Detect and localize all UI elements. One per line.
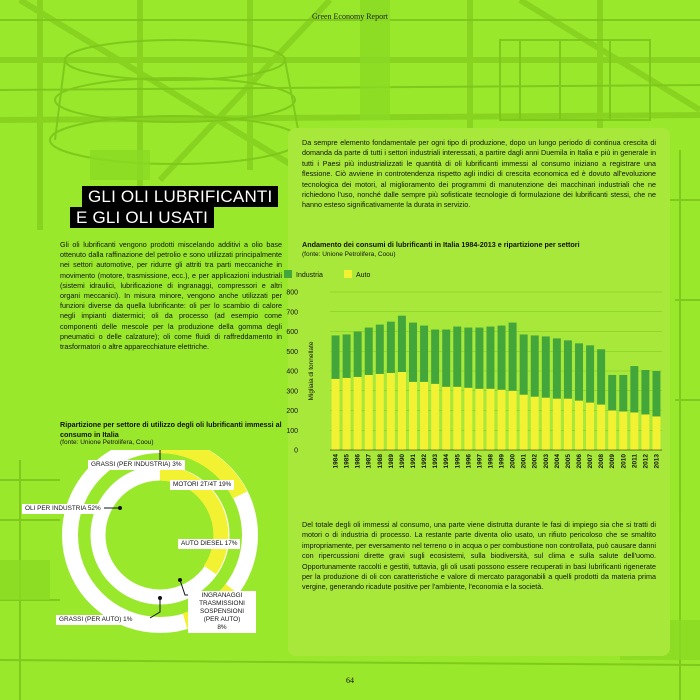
- bar-auto-2013: [652, 416, 660, 450]
- y-tick-label: 800: [286, 289, 298, 297]
- bar-auto-2008: [597, 405, 605, 450]
- bar-auto-1995: [453, 387, 461, 450]
- pie-label-motori: MOTORI 2T/4T 19%: [170, 480, 234, 490]
- bar-industria-2009: [608, 375, 616, 411]
- bar-industria-1997: [475, 328, 483, 389]
- bar-auto-1990: [398, 372, 406, 450]
- bar-industria-1990: [398, 316, 406, 372]
- x-tick-label-1986: 1986: [354, 454, 362, 469]
- bar-auto-1987: [365, 375, 373, 450]
- bar-industria-1994: [442, 330, 450, 387]
- pie-label-grassi-industria: GRASSI (PER INDUSTRIA) 3%: [88, 460, 185, 470]
- bar-auto-1997: [475, 389, 483, 450]
- bar-industria-2010: [619, 375, 627, 412]
- pie-label-ingranaggi-line-1: INGRANAGGI: [201, 592, 243, 599]
- x-tick-label-2012: 2012: [642, 454, 650, 469]
- y-tick-label: 700: [286, 309, 298, 317]
- x-tick-label-1997: 1997: [476, 454, 484, 469]
- bar-auto-2005: [564, 399, 572, 450]
- x-tick-label-2009: 2009: [609, 454, 617, 469]
- x-tick-label-2013: 2013: [653, 454, 661, 469]
- x-tick-label-2010: 2010: [620, 454, 628, 469]
- x-tick-label-1994: 1994: [443, 454, 451, 469]
- x-tick-label-2002: 2002: [531, 454, 539, 469]
- legend-swatch-auto: [344, 270, 352, 278]
- bar-industria-1996: [464, 328, 472, 388]
- x-tick-label-2011: 2011: [631, 454, 639, 469]
- intro-paragraph: Gli oli lubrificanti vengono prodotti miscelando additivi a olio base ottenuto dalla raffinazione del petrolio e sono utilizzati principalmente nei settori automotive, per ridurre gli attriti tra parti meccaniche in movimento (motore, trasmissione, ecc.), e per applicazioni industriali (sistemi idraulici, lubrificazione di ingranaggi, compressori e altri organi meccanici). In misura minore, vengono anche utilizzati per funzioni diverse da quella lubrificante: oli per lo scambio di calore negli impianti diatermici; oli da processo (ad esempio come componenti delle mescole per la produzione della gomma degli pneumatici o delle calzature); oli come fluidi di raffreddamento in trasformatori o altre apparecchiature elettriche.: [60, 240, 282, 352]
- legend-label-auto: Auto: [356, 272, 371, 279]
- leader-dot-oli-industria: [118, 506, 122, 510]
- bar-auto-1989: [387, 373, 395, 450]
- page-number: 64: [346, 676, 354, 685]
- bar-industria-2006: [575, 343, 583, 400]
- leader-dot-grassi-auto: [158, 596, 162, 600]
- x-tick-label-1984: 1984: [332, 454, 340, 469]
- bar-auto-1991: [409, 382, 417, 450]
- y-tick-label: 400: [286, 368, 298, 376]
- bar-auto-1994: [442, 387, 450, 450]
- bar-auto-2007: [586, 403, 594, 450]
- bar-industria-2000: [509, 323, 517, 391]
- bar-auto-2009: [608, 411, 616, 451]
- bar-industria-2011: [630, 366, 638, 412]
- bar-industria-2007: [586, 345, 594, 402]
- bar-industria-1985: [343, 334, 351, 377]
- x-tick-label-1988: 1988: [376, 454, 384, 469]
- x-tick-label-1985: 1985: [343, 454, 351, 469]
- bar-industria-2004: [553, 338, 561, 398]
- bar-industria-2001: [520, 334, 528, 394]
- bar-industria-2003: [542, 336, 550, 397]
- pie-label-ingranaggi-line-2: TRASMISSIONI: [199, 600, 245, 607]
- bar-industria-1991: [409, 323, 417, 382]
- bar-auto-1996: [464, 388, 472, 450]
- leader-dot-ingranaggi: [178, 578, 182, 582]
- bar-auto-1999: [498, 390, 506, 450]
- pie-label-ingranaggi-line-4: (PER AUTO): [203, 616, 241, 623]
- x-tick-label-1990: 1990: [398, 454, 406, 469]
- bar-industria-1987: [365, 328, 373, 375]
- bar-auto-2010: [619, 411, 627, 450]
- pie-label-ingranaggi: [188, 591, 256, 633]
- x-tick-label-1999: 1999: [498, 454, 506, 469]
- bar-industria-2002: [531, 335, 539, 396]
- bar-industria-2013: [652, 371, 660, 416]
- pie-label-ingranaggi-line-3: SOSPENSIONI: [199, 608, 245, 615]
- pie-chart-source: (fonte: Unione Petrolifera, Coou): [60, 439, 154, 446]
- bar-auto-2003: [542, 398, 550, 450]
- x-tick-label-1991: 1991: [410, 454, 417, 469]
- y-tick-label: 0: [294, 447, 298, 455]
- x-tick-label-2008: 2008: [598, 454, 606, 469]
- section-title-line-2: E GLI OLI USATI: [70, 207, 214, 228]
- bar-industria-1999: [498, 326, 506, 390]
- bar-chart-title: Andamento dei consumi di lubrificanti in Italia 1984-2013 e ripartizione per settori: [302, 240, 580, 249]
- report-header: Green Economy Report: [312, 12, 388, 21]
- bar-auto-2001: [520, 395, 528, 450]
- pie-label-ingranaggi-line-5: 8%: [217, 624, 227, 631]
- pie-label-grassi-auto: GRASSI (PER AUTO) 1%: [56, 615, 135, 625]
- bar-industria-1998: [486, 327, 494, 389]
- bar-auto-1993: [431, 384, 439, 450]
- bar-auto-1984: [332, 379, 340, 450]
- bar-auto-2000: [509, 391, 517, 450]
- bar-industria-1988: [376, 325, 384, 374]
- x-tick-label-1987: 1987: [365, 454, 373, 469]
- y-axis-label: Migliaia di tonnellate: [308, 341, 315, 401]
- x-tick-label-1998: 1998: [487, 454, 495, 469]
- bar-industria-1989: [387, 322, 395, 373]
- bar-auto-1985: [343, 378, 351, 450]
- bar-industria-1995: [453, 327, 461, 387]
- y-tick-label: 300: [286, 388, 298, 396]
- x-tick-label-1996: 1996: [465, 454, 473, 469]
- bar-auto-2006: [575, 401, 583, 450]
- x-tick-label-1989: 1989: [387, 454, 395, 469]
- x-tick-label-2001: 2001: [520, 454, 528, 469]
- bar-industria-1993: [431, 330, 439, 384]
- x-tick-label-1992: 1992: [421, 454, 429, 469]
- bar-auto-2004: [553, 399, 561, 450]
- y-tick-label: 500: [286, 348, 298, 356]
- y-tick-label: 200: [286, 408, 298, 415]
- bar-auto-1986: [354, 377, 362, 450]
- bar-industria-1992: [420, 326, 428, 382]
- x-tick-label-2004: 2004: [553, 454, 561, 469]
- y-tick-label: 100: [286, 427, 298, 435]
- section-title-line-1: GLI OLI LUBRIFICANTI: [82, 186, 278, 207]
- bar-auto-2012: [641, 414, 649, 450]
- x-tick-label-2000: 2000: [509, 454, 517, 469]
- bar-industria-2012: [641, 370, 649, 414]
- bar-auto-1998: [486, 389, 494, 450]
- bar-industria-2005: [564, 340, 572, 398]
- pie-label-oli-industria: OLI PER INDUSTRIA 52%: [22, 504, 104, 514]
- x-tick-label-2007: 2007: [587, 454, 595, 469]
- x-tick-label-2005: 2005: [564, 454, 572, 469]
- x-tick-label-1993: 1993: [432, 454, 440, 469]
- y-tick-label: 600: [286, 329, 298, 336]
- legend-swatch-industria: [284, 270, 292, 278]
- bar-chart-source: (fonte: Unione Petrolifera, Coou): [302, 251, 396, 258]
- bar-industria-2008: [597, 349, 605, 404]
- x-tick-label-2003: 2003: [542, 454, 550, 469]
- right-paragraph-bottom: Del totale degli oli immessi al consumo, una parte viene distrutta durante le fasi di impiego sia che si tratti di motori o di industria di processo. La restante parte diventa olio usato, un rifiuto pericoloso che se smaltito impropriamente, per eversamento nel terreno o in acqua o per combustione non controllata, può causare danni con ripercussioni dirette gravi sugli ecosistemi, sulla biodiversità, sul clima e sulla salute dell'uomo. Opportunamente raccolti e gestiti, tuttavia, gli oli usati possono essere recuperati in basi lubrificanti rigenerate per la produzione di oli con caratteristiche e valore di mercato paragonabili a quelli prodotti da materia prima vergine, generando ricadute positive per l'ambiente, l'economia e la società.: [302, 520, 656, 592]
- bar-auto-2011: [630, 412, 638, 450]
- bar-chart: [270, 262, 670, 502]
- legend-label-industria: Industria: [296, 272, 323, 279]
- bar-industria-1986: [354, 332, 362, 377]
- bar-industria-1984: [332, 335, 340, 378]
- bar-auto-2002: [531, 397, 539, 450]
- bar-auto-1988: [376, 374, 384, 450]
- right-paragraph-top: Da sempre elemento fondamentale per ogni tipo di produzione, dopo un lungo periodo di continua crescita di domanda da parte di tutti i settori industriali interessati, a partire dagli anni Duemila in Italia e più in generale in tutti i Paesi più industrializzati le quantità di oli lubrificanti immessi al consumo iniziano a registrare una flessione. Ciò avviene in controtendenza rispetto agli indici di crescita economica ed è dovuto all'evoluzione tecnologica dei motori, al miglioramento dei programmi di manutenzione dei macchinari industriali che ne richiedono l'uso, nonché dalle sempre più sofisticate tecnologie di formulazione dei lubrificanti stessi, che ne hanno esteso significativamente la durata in servizio.: [302, 138, 656, 210]
- pie-chart-title: Ripartizione per settore di utilizzo degli oli lubrificanti immessi al consumo in Italia: [60, 420, 282, 439]
- x-tick-label-2006: 2006: [576, 454, 583, 469]
- pie-label-auto-diesel: AUTO DIESEL 17%: [178, 539, 240, 549]
- bar-auto-1992: [420, 382, 428, 450]
- x-tick-label-1995: 1995: [454, 454, 462, 469]
